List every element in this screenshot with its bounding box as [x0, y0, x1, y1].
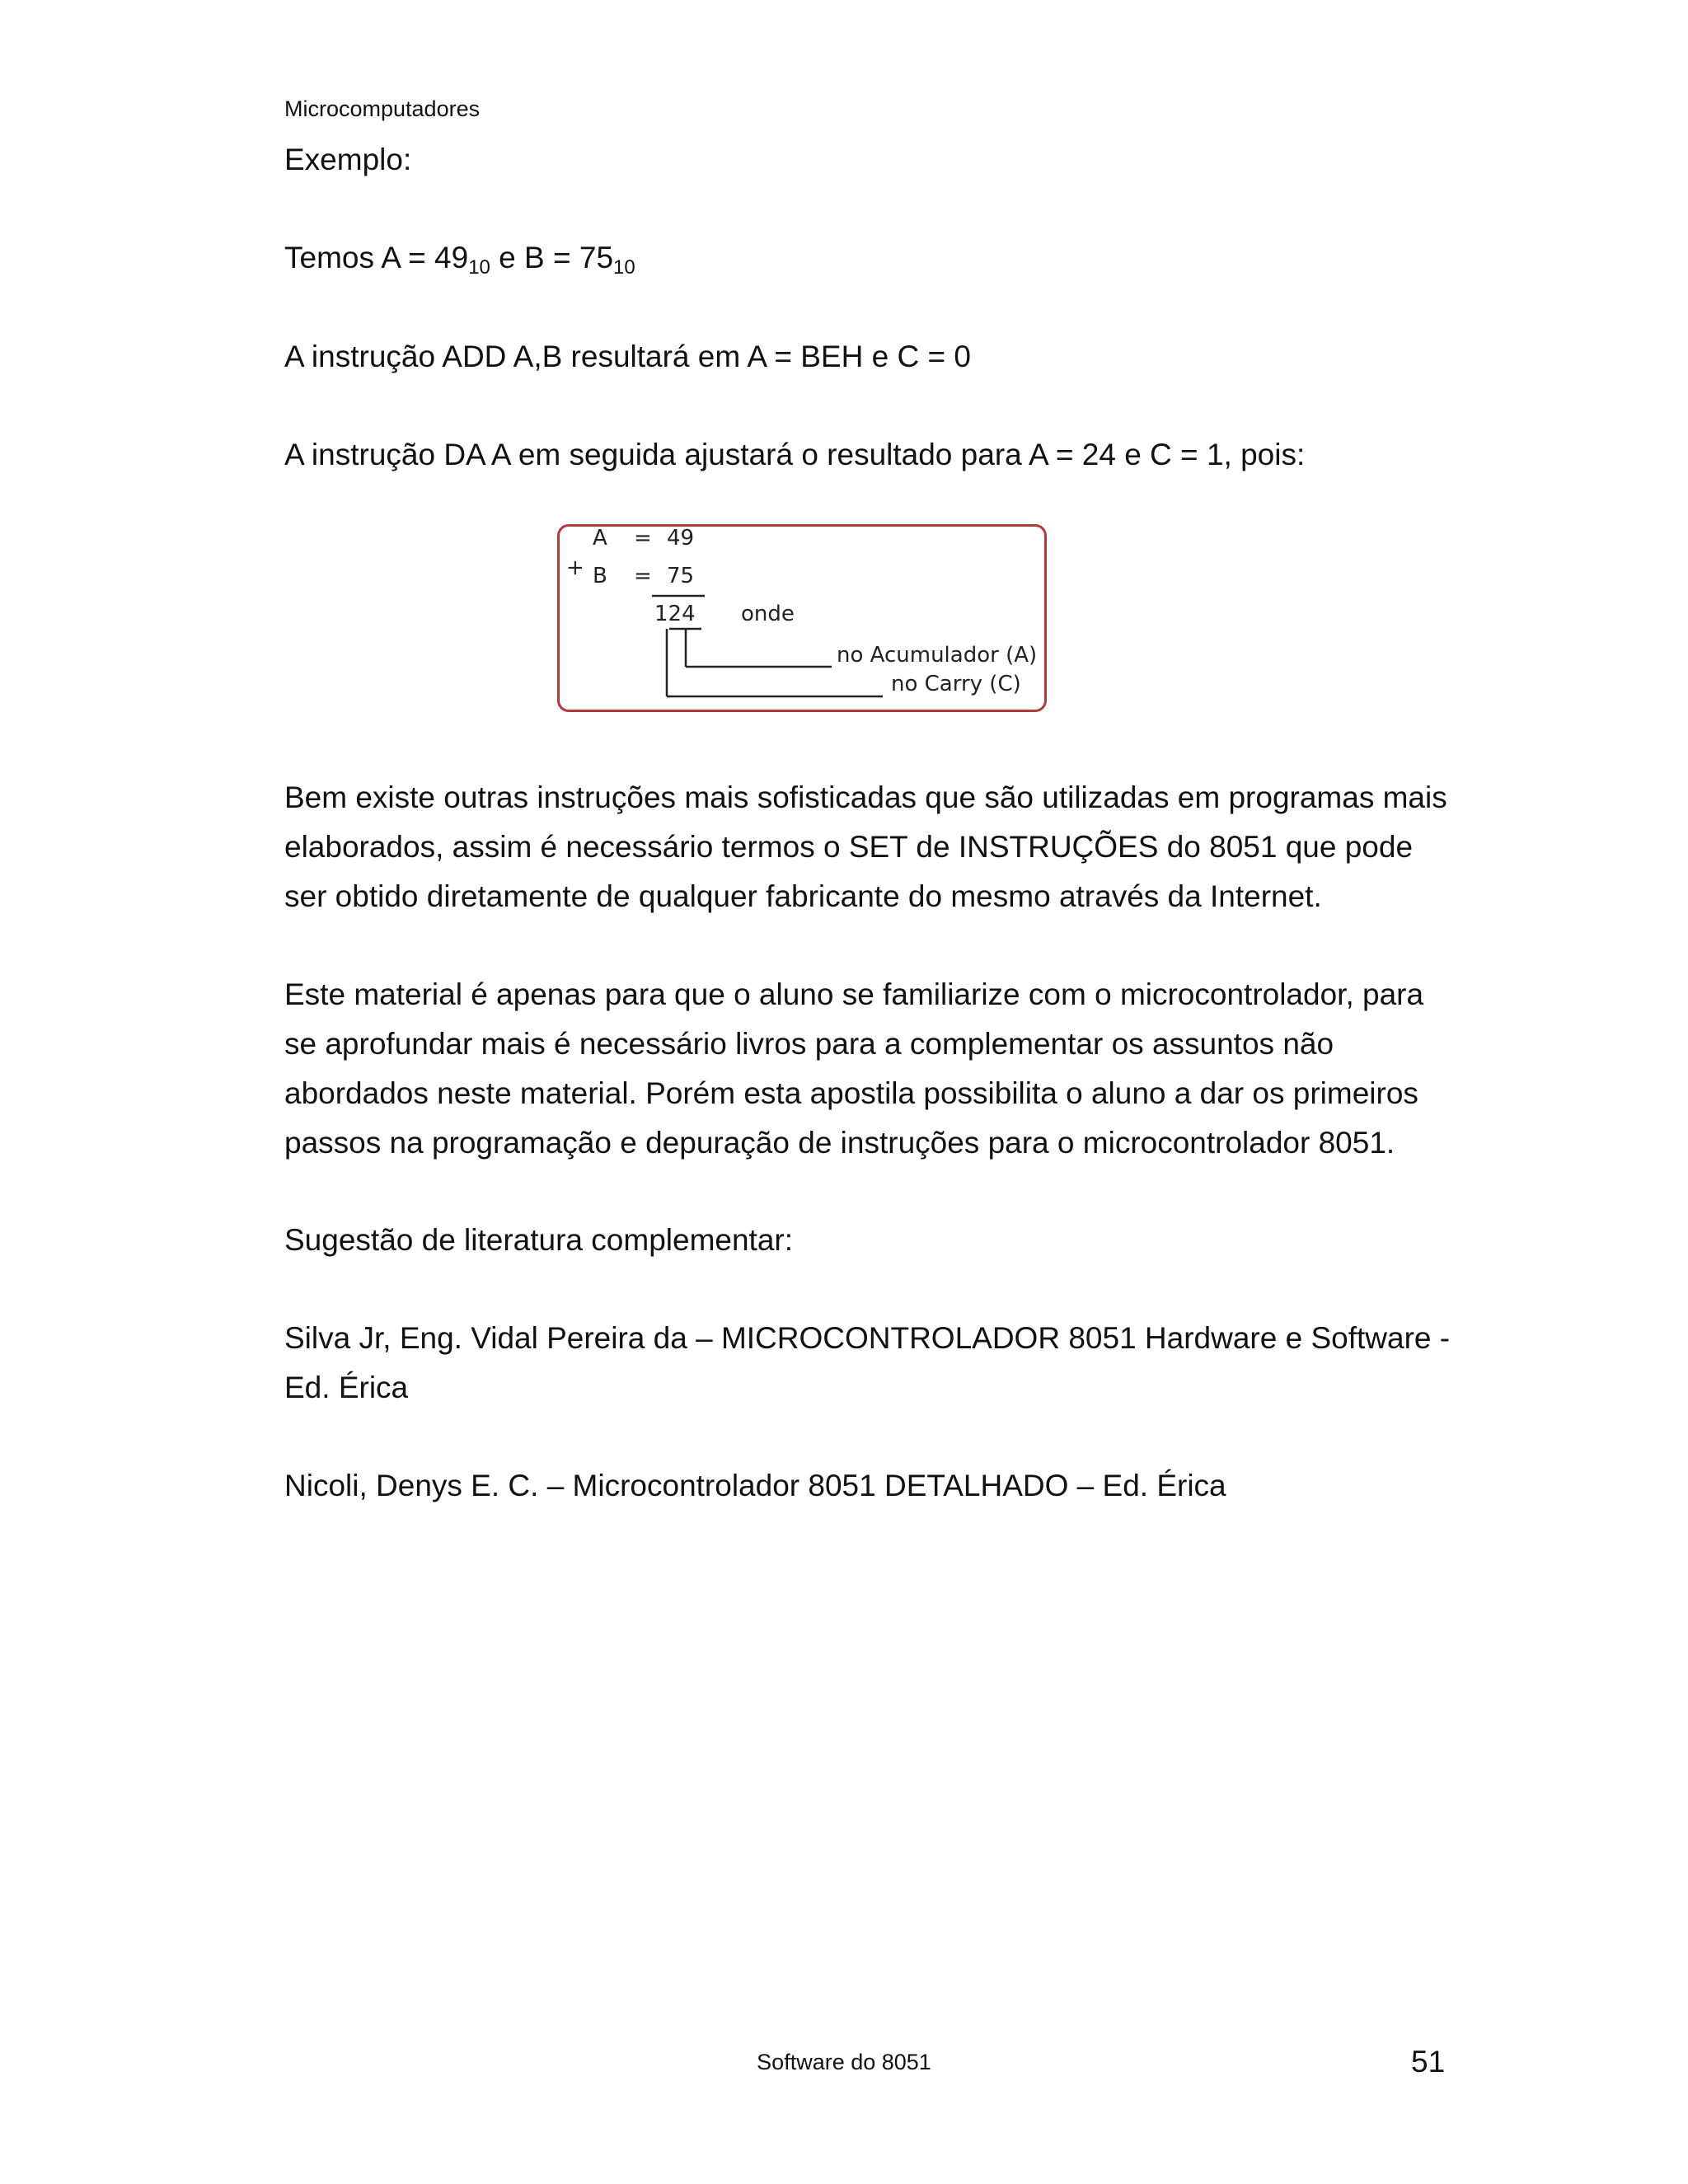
sum-value: 124: [654, 602, 696, 626]
onde-label: onde: [741, 602, 795, 626]
given-prefix: Temos A = 49: [284, 241, 469, 274]
row-b-value: 75: [667, 564, 695, 588]
row-a-label: A: [593, 527, 607, 551]
decimal-adjust-diagram: [560, 527, 1049, 715]
da-instruction-result: A instrução DA A em seguida ajustará o resultado para A = 24 e C = 1, pois:: [284, 438, 1306, 471]
example-label: Exemplo:: [284, 143, 412, 176]
reference-item: Silva Jr, Eng. Vidal Pereira da – MICROCONTROLADOR 8051 Hardware e Software - Ed. Érica: [284, 1321, 1451, 1404]
add-instruction-result: A instrução ADD A,B resultará em A = BEH e C = 0: [284, 340, 971, 373]
footer-chapter-title: Software do 8051: [757, 2050, 931, 2074]
row-a-equals: =: [634, 527, 652, 551]
row-a-value: 49: [667, 527, 695, 551]
plus-sign: +: [566, 555, 584, 580]
given-middle: e B = 75: [490, 241, 614, 274]
given-values-line: [284, 233, 1463, 283]
given-subscript-b: 10: [613, 256, 635, 279]
paragraph-material-scope: Este material é apenas para que o aluno se familiarize com o microcontrolador, para se aprofundar mais é necessário livros para a complementar os assuntos não abordados neste material. Porém esta apostila possibilita o aluno a dar os primeiros passos na programação e depuração de instruções para o microcontrolador 8051.: [284, 977, 1424, 1160]
paragraph-instruction-set: Bem existe outras instruções mais sofisticadas que são utilizadas em programas mais elaborados, assim é necessário termos o SET de INSTRUÇÕES do 8051 que pode ser obtido diretamente de qualquer fabricante do mesmo através da Internet.: [284, 780, 1447, 913]
row-b-label: B: [593, 564, 607, 588]
decimal-adjust-figure: [557, 524, 1047, 712]
reference-item: Nicoli, Denys E. C. – Microcontrolador 8051 DETALHADO – Ed. Érica: [284, 1469, 1226, 1502]
literature-heading: Sugestão de literatura complementar:: [284, 1223, 794, 1257]
carry-label: no Carry (C): [891, 672, 1021, 696]
given-subscript-a: 10: [468, 256, 490, 279]
page-number: 51: [1411, 2045, 1446, 2079]
row-b-equals: =: [634, 564, 652, 588]
running-header: Microcomputadores: [284, 96, 481, 121]
accumulator-label: no Acumulador (A): [837, 643, 1038, 668]
